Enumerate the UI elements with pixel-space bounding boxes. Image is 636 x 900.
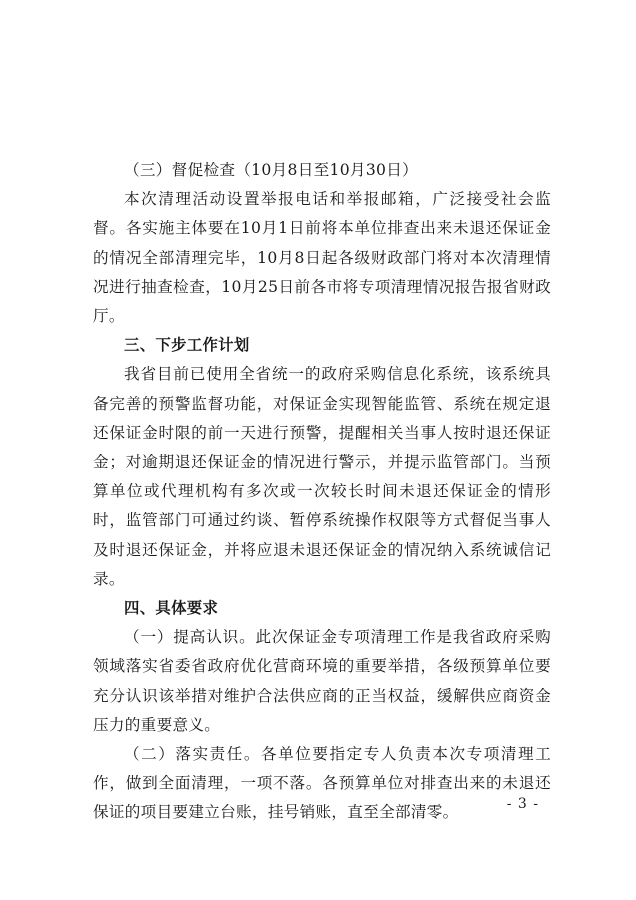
paragraph-implement-responsibility: （二）落实责任。各单位要指定专人负责本次专项清理工作，做到全面清理，一项不落。各预算单位对排查出来的未退还保证的项目要建立台账，挂号销账，直至全部清零。	[93, 745, 551, 822]
paragraph-reporting-supervision: 本次清理活动设置举报电话和举报邮箱，广泛接受社会监督。各实施主体要在10月1日前将本单位排查出来未退还保证金的情况全部清理完毕，10月8日起各级财政部门将对本次清理情况进行抽查检查，10月25日前各市将专项清理情况报告报省财政厅。	[93, 190, 551, 326]
subheading-supervision-check: （三）督促检查（10月8日至10月30日）	[124, 161, 419, 179]
paragraph-raise-awareness: （一）提高认识。此次保证金专项清理工作是我省政府采购领域落实省委省政府优化营商环境的重要举措，各级预算单位要充分认识该举措对维护合法供应商的正当权益，缓解供应商资金压力的重要意义。	[93, 628, 551, 734]
section-heading-requirements: 四、具体要求	[124, 599, 219, 618]
page-number: - 3 -	[506, 796, 539, 812]
document-body	[93, 156, 551, 828]
section-heading-next-steps: 三、下步工作计划	[124, 336, 250, 355]
paragraph-warning-system: 我省目前已使用全省统一的政府采购信息化系统，该系统具备完善的预警监督功能，对保证金实现智能监管、系统在规定退还保证金时限的前一天进行预警，提醒相关当事人按时退还保证金；对逾期退还保证金的情况进行警示，并提示监管部门。当预算单位或代理机构有多次或一次较长时间未退还保证金的情形时，监管部门可通过约谈、暂停系统操作权限等方式督促当事人及时退还保证金，并将应退未退还保证金的情况纳入系统诚信记录。	[93, 365, 551, 588]
